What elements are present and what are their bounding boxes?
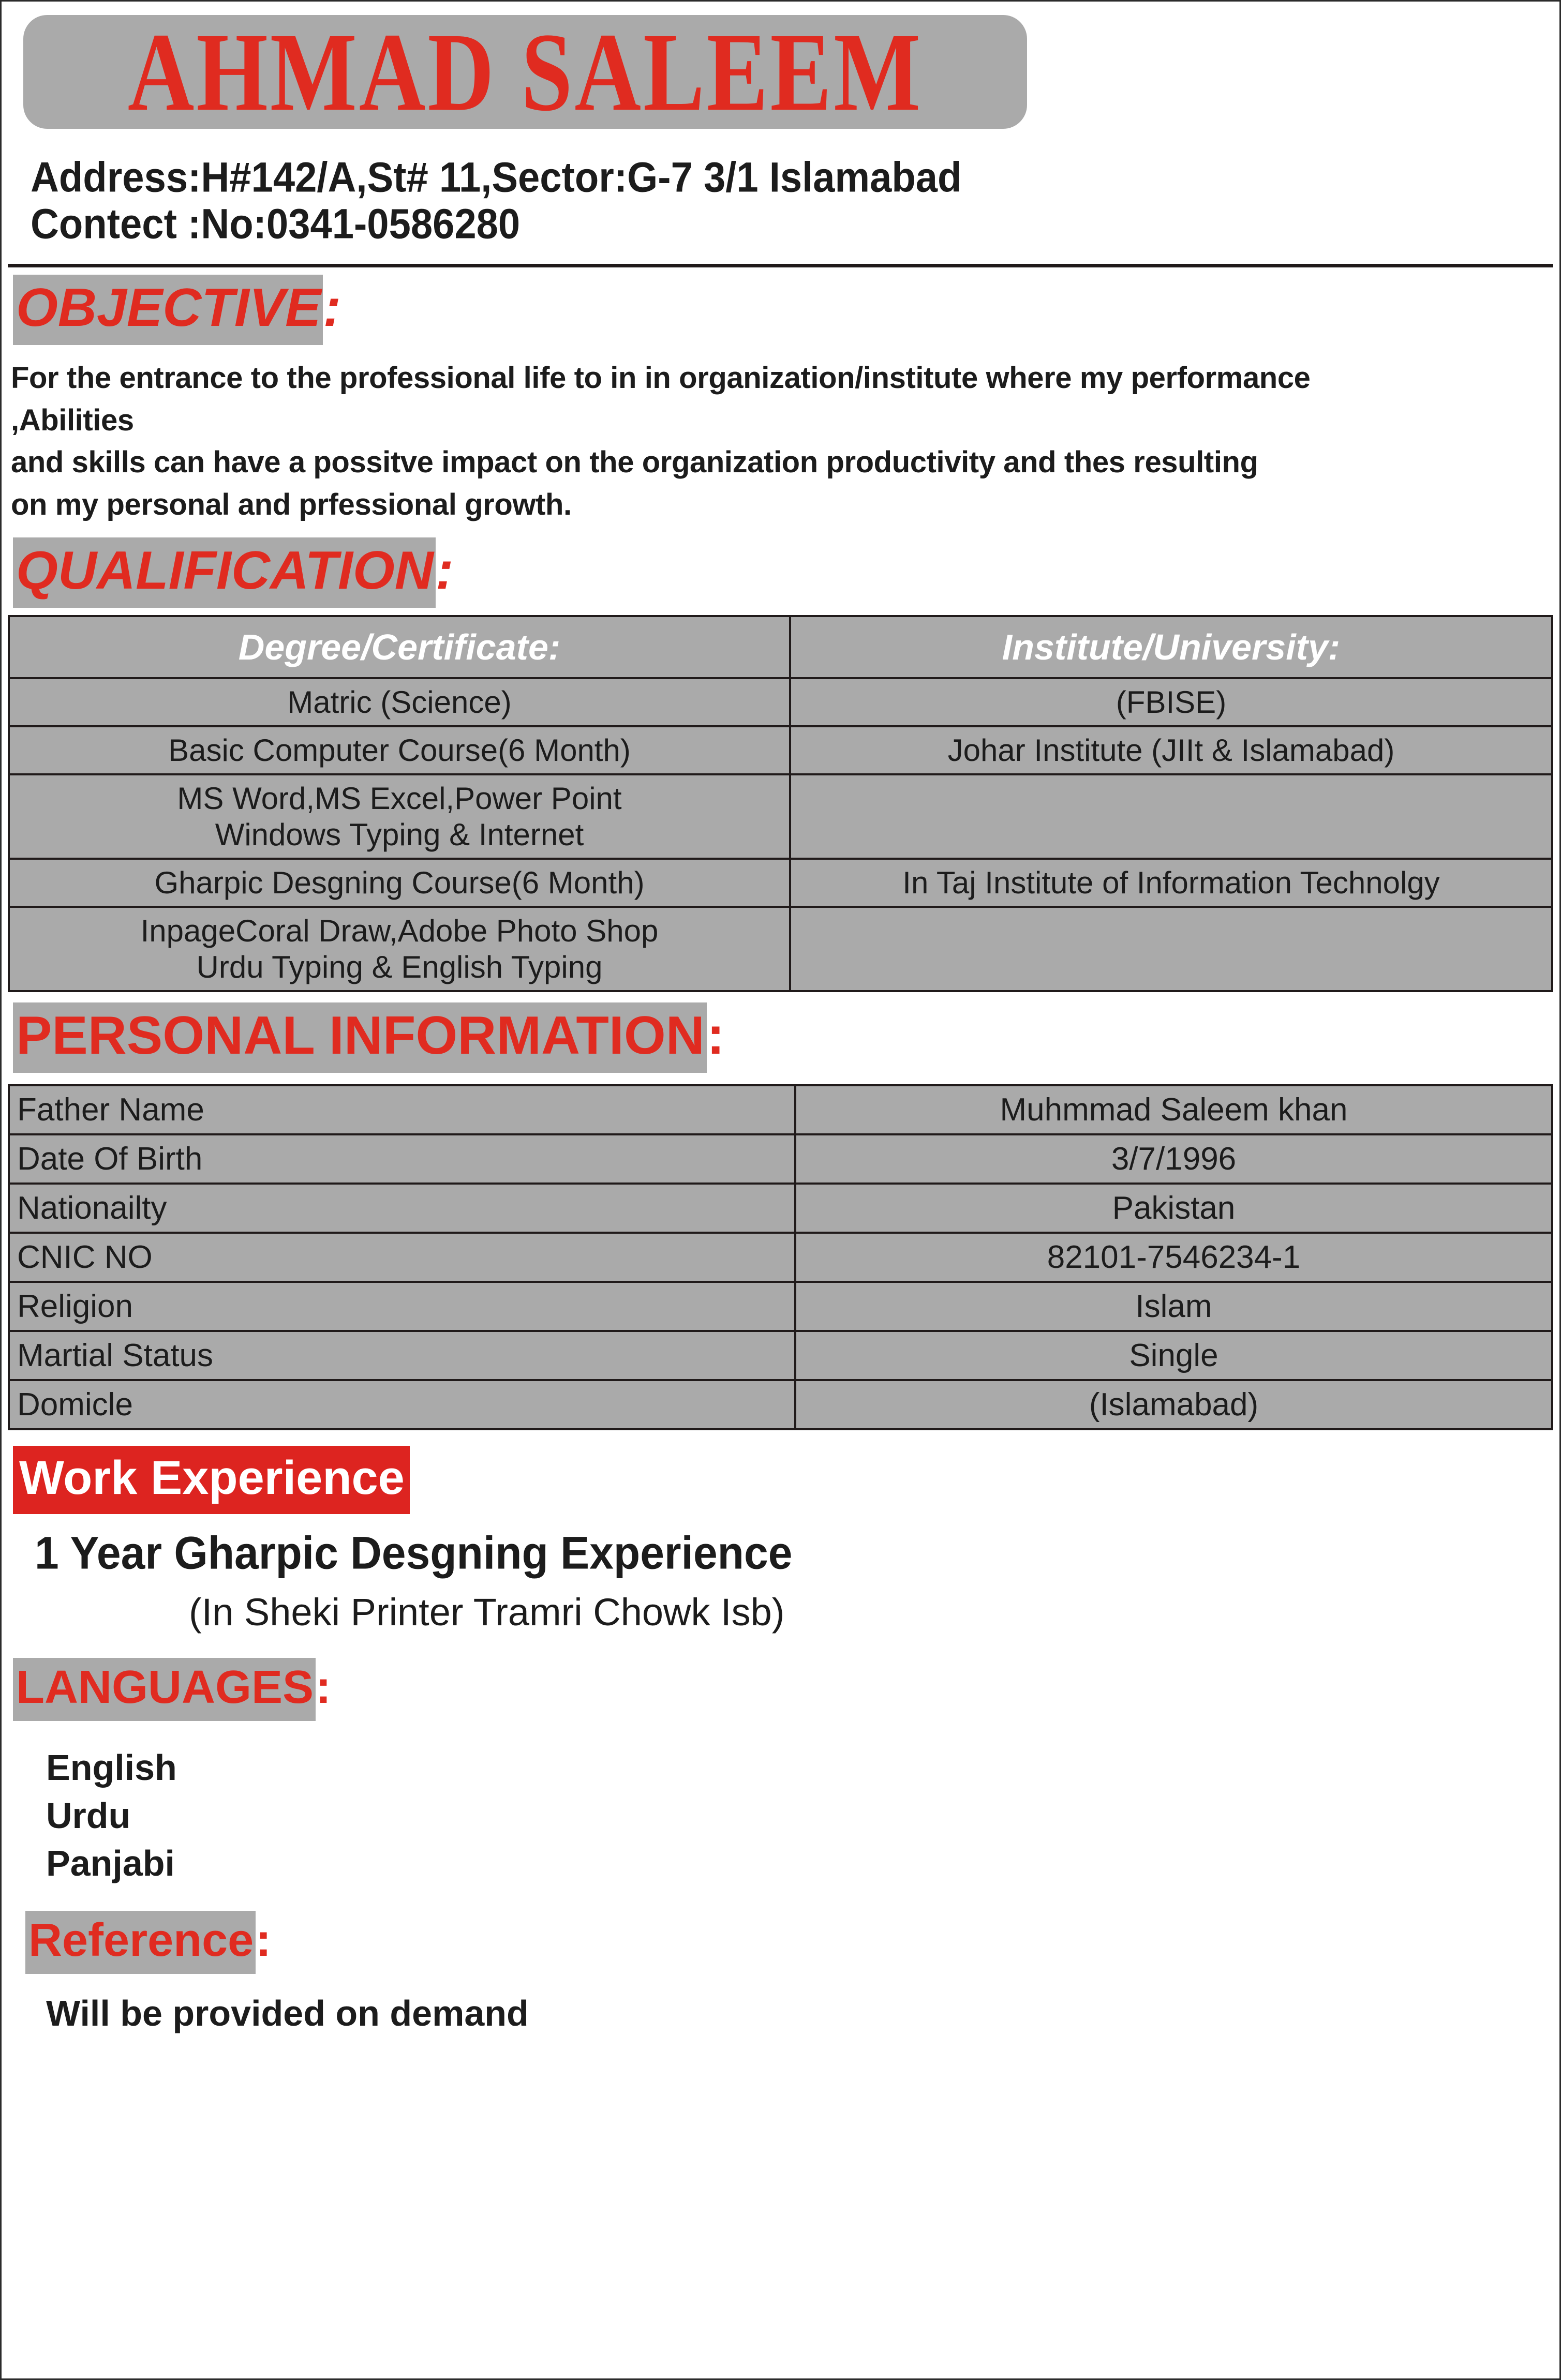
qualification-degree: Gharpic Desgning Course(6 Month) bbox=[9, 859, 790, 907]
table-row bbox=[9, 1134, 1552, 1184]
reference-heading-text: Reference bbox=[25, 1911, 256, 1974]
personal-label: Religion bbox=[9, 1282, 795, 1331]
qualification-col-institute: Institute/University: bbox=[790, 616, 1552, 678]
qualification-institute: (FBISE) bbox=[790, 678, 1552, 726]
qualification-degree-part-2: Urdu Typing & English Typing bbox=[196, 949, 603, 984]
personal-information-heading-colon: : bbox=[706, 1006, 725, 1066]
objective-line-3: and skills can have a possitve impact on the organization productivity and thes resulting bbox=[11, 445, 1258, 480]
section-heading-reference bbox=[25, 1911, 271, 1974]
table-row bbox=[9, 1233, 1552, 1282]
reference-heading-colon: : bbox=[256, 1914, 272, 1967]
qualification-institute bbox=[790, 907, 1552, 991]
objective-line-1: For the entrance to the professional life to in in organization/institute where my performance bbox=[11, 361, 1311, 395]
languages-list bbox=[46, 1744, 1553, 1887]
list-item: Urdu bbox=[46, 1795, 131, 1836]
qualification-degree-multiline bbox=[9, 907, 790, 991]
work-experience-summary: 1 Year Gharpic Desgning Experience bbox=[35, 1527, 793, 1579]
objective-line-2: ,Abilities bbox=[11, 403, 134, 437]
section-heading-qualification bbox=[13, 537, 454, 608]
table-row bbox=[9, 774, 1552, 859]
table-row bbox=[9, 1184, 1552, 1233]
table-row bbox=[9, 1331, 1552, 1380]
personal-value: Islam bbox=[795, 1282, 1552, 1331]
list-item: Panjabi bbox=[46, 1843, 175, 1884]
personal-label: CNIC NO bbox=[9, 1233, 795, 1282]
objective-body bbox=[11, 358, 1553, 524]
qualification-degree-multiline bbox=[9, 774, 790, 859]
personal-value: 82101-7546234-1 bbox=[795, 1233, 1552, 1282]
reference-body: Will be provided on demand bbox=[46, 1993, 529, 2034]
table-header-row bbox=[9, 616, 1552, 678]
qualification-degree-part-1: InpageCoral Draw,Adobe Photo Shop bbox=[140, 914, 659, 949]
personal-value: Muhmmad Saleem khan bbox=[795, 1085, 1552, 1134]
qualification-degree: Basic Computer Course(6 Month) bbox=[9, 726, 790, 774]
qualification-institute: Johar Institute (JIIt & Islamabad) bbox=[790, 726, 1552, 774]
header-divider bbox=[8, 264, 1553, 267]
qualification-institute bbox=[790, 774, 1552, 859]
languages-heading-text: LANGUAGES bbox=[13, 1658, 316, 1721]
personal-value: Single bbox=[795, 1331, 1552, 1380]
qualification-institute: In Taj Institute of Information Technolgy bbox=[790, 859, 1552, 907]
address-line: Address:H#142/A,St# 11,Sector:G-7 3/1 Islamabad bbox=[31, 154, 962, 201]
personal-label: Martial Status bbox=[9, 1331, 795, 1380]
objective-line-4: on my personal and prfessional growth. bbox=[11, 487, 572, 521]
candidate-name: AHMAD SALEEM bbox=[127, 15, 923, 129]
objective-heading-colon: : bbox=[323, 278, 341, 338]
section-heading-languages bbox=[13, 1658, 331, 1721]
qualification-degree-part-2: Windows Typing & Internet bbox=[215, 817, 584, 852]
qualification-table-wrapper bbox=[8, 615, 1553, 992]
table-row bbox=[9, 1282, 1552, 1331]
personal-value: Pakistan bbox=[795, 1184, 1552, 1233]
section-heading-objective bbox=[13, 275, 341, 345]
personal-value: 3/7/1996 bbox=[795, 1134, 1552, 1184]
table-row bbox=[9, 678, 1552, 726]
qualification-col-degree: Degree/Certificate: bbox=[9, 616, 790, 678]
table-row bbox=[9, 859, 1552, 907]
personal-information-table-wrapper bbox=[8, 1084, 1553, 1430]
personal-label: Father Name bbox=[9, 1085, 795, 1134]
personal-value: (Islamabad) bbox=[795, 1380, 1552, 1429]
personal-label: Domicle bbox=[9, 1380, 795, 1429]
contact-block bbox=[31, 153, 1553, 248]
table-row bbox=[9, 726, 1552, 774]
work-experience-heading-text: Work Experience bbox=[13, 1446, 410, 1514]
section-heading-work-experience bbox=[13, 1446, 410, 1514]
qualification-degree: Matric (Science) bbox=[9, 678, 790, 726]
personal-information-table bbox=[8, 1084, 1553, 1430]
name-banner bbox=[23, 15, 1027, 129]
contact-number-line: Contect :No:0341-0586280 bbox=[31, 200, 521, 248]
work-experience-employer: (In Sheki Printer Tramri Chowk Isb) bbox=[189, 1591, 785, 1634]
personal-label: Date Of Birth bbox=[9, 1134, 795, 1184]
list-item: English bbox=[46, 1747, 177, 1788]
qualification-heading-text: QUALIFICATION bbox=[13, 537, 436, 608]
qualification-degree-part-1: MS Word,MS Excel,Power Point bbox=[177, 781, 622, 816]
qualification-heading-colon: : bbox=[435, 540, 454, 601]
personal-label: Nationailty bbox=[9, 1184, 795, 1233]
section-heading-personal-information bbox=[13, 1002, 724, 1073]
table-row bbox=[9, 1380, 1552, 1429]
table-row bbox=[9, 907, 1552, 991]
objective-heading-text: OBJECTIVE bbox=[13, 275, 323, 345]
resume-content bbox=[2, 2, 1559, 2378]
personal-information-heading-text: PERSONAL INFORMATION bbox=[13, 1002, 707, 1073]
qualification-table bbox=[8, 615, 1553, 992]
table-row bbox=[9, 1085, 1552, 1134]
languages-heading-colon: : bbox=[316, 1661, 332, 1714]
